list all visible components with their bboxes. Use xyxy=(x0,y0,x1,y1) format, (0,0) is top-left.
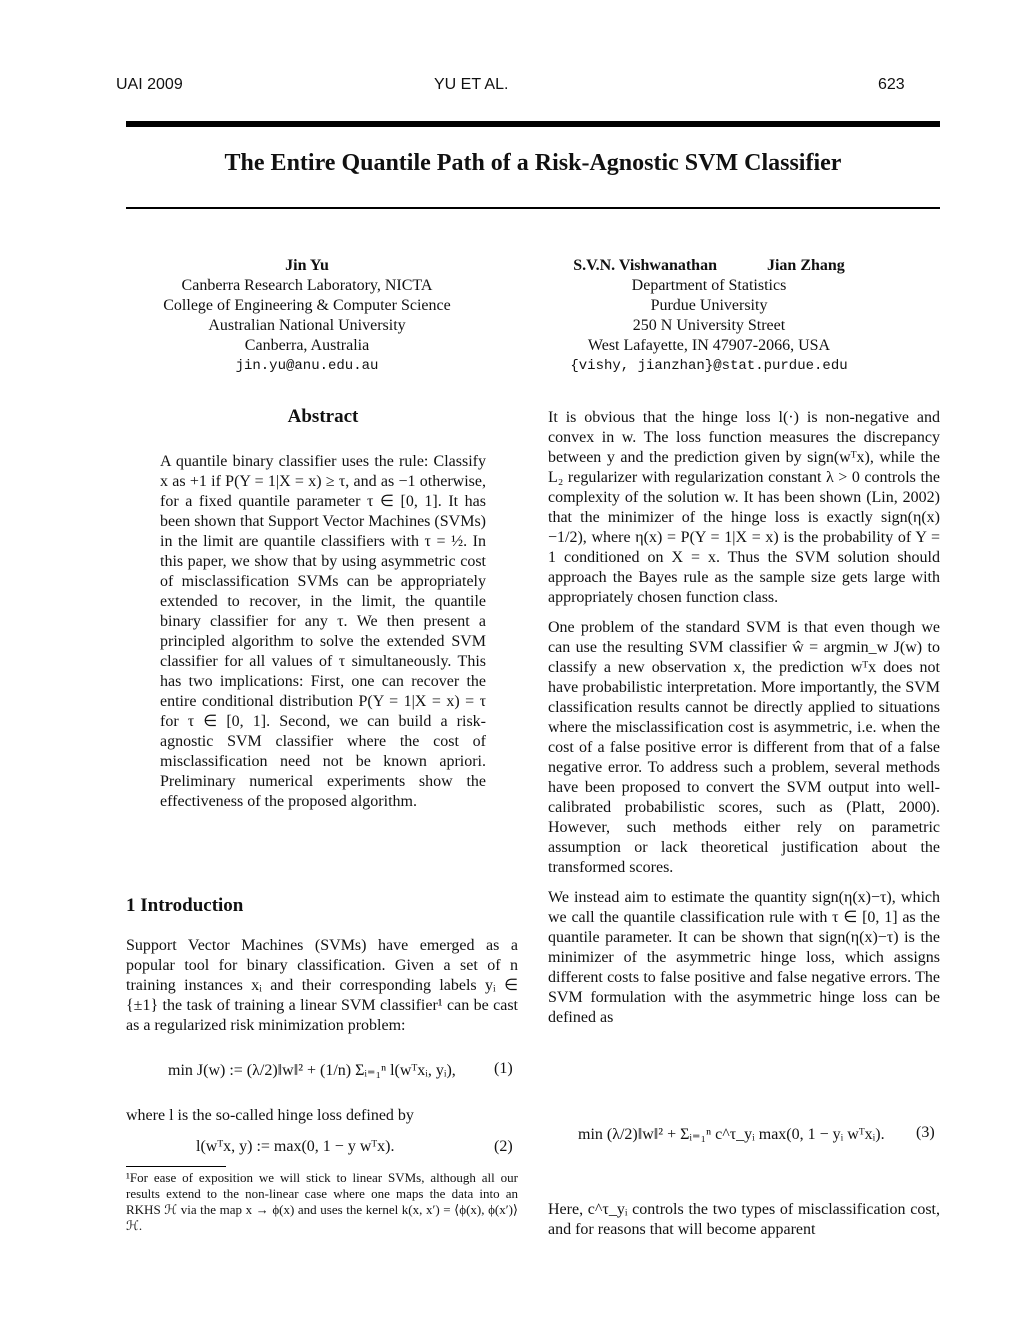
title-rule-top xyxy=(126,121,940,127)
running-header-authors: YU ET AL. xyxy=(434,76,509,93)
title-rule-bottom xyxy=(126,207,940,209)
intro-paragraph-2 xyxy=(126,1106,518,1136)
author-email[interactable]: {vishy, jianzhan}@stat.purdue.edu xyxy=(570,358,848,374)
paper-title: The Entire Quantile Path of a Risk-Agnostic SVM Classifier xyxy=(224,150,842,176)
equation-2: l(wᵀx, y) := max(0, 1 − y wᵀx). xyxy=(196,1138,395,1155)
affiliation-line: West Lafayette, IN 47907-2066, USA xyxy=(587,337,831,354)
equation-number-3: (3) xyxy=(916,1124,935,1141)
equation-number-2: (2) xyxy=(494,1138,513,1155)
footnote-rule xyxy=(126,1166,226,1167)
author-names xyxy=(500,256,918,276)
running-header-venue: UAI 2009 xyxy=(116,76,183,93)
paragraph: One problem of the standard SVM is that even though we can use the resulting SVM classifier ŵ = argmin_w J(w) to classify a new observation x, the prediction wᵀx does not have probabilistic interpretation. More importantly, the SVM classification results cannot be directly applied to situations where the misclassification cost is asymmetric, i.e. when the cost of a false positive error is different from that of a false negative error. To address such a problem, several methods have been proposed to convert the SVM output into well-calibrated probabilistic scores, such as (Platt, 2000). However, such methods either rely on parametric assumption or lack theoretical justification about the transformed scores. xyxy=(548,619,940,876)
right-column-text xyxy=(548,408,940,1038)
affiliation-line: Canberra Research Laboratory, NICTA xyxy=(181,277,433,294)
paragraph: Here, c^τ_yᵢ controls the two types of misclassification cost, and for reasons that will become apparent xyxy=(548,1201,940,1238)
author-name: S.V.N. Vishwanathan xyxy=(573,257,717,274)
paragraph: where l is the so-called hinge loss defined by xyxy=(126,1107,414,1124)
affiliation-line: College of Engineering & Computer Science xyxy=(163,297,451,314)
equation-1: min J(w) := (λ/2)‖w‖² + (1/n) Σᵢ₌₁ⁿ l(wᵀxᵢ, yᵢ), xyxy=(168,1062,456,1079)
equation-3: min (λ/2)‖w‖² + Σᵢ₌₁ⁿ c^τ_yᵢ max(0, 1 − yᵢ wᵀxᵢ). xyxy=(578,1126,885,1143)
affiliation-line: Purdue University xyxy=(650,297,768,314)
page-number: 623 xyxy=(878,76,905,93)
affiliation-line: Canberra, Australia xyxy=(244,337,370,354)
paragraph: We instead aim to estimate the quantity sign(η(x)−τ), which we call the quantile classification rule with τ ∈ [0, 1] as the quantile parameter. It can be shown that sign(η(x)−τ) is the minimizer of the asymmetric hinge loss, which assigns different costs to false positive and false negative errors. The SVM formulation with the asymmetric hinge loss can be defined as xyxy=(548,889,940,1026)
paragraph: It is obvious that the hinge loss l(·) is non-negative and convex in w. The loss function measures the discrepancy between y and the prediction given by sign(wᵀx), while the L₂ regularizer with regularization constant λ > 0 controls the complexity of the solution w. It has been shown (Lin, 2002) that the minimizer of the hinge loss is exactly sign(η(x)−1/2), where η(x) = P(Y = 1|X = x) is the probability of Y = 1 conditioned on X = x. Thus the SVM solution should approach the Bayes rule as the sample size gets large with appropriately chosen function class. xyxy=(548,409,940,606)
abstract-body xyxy=(160,452,486,822)
footnote-1: ¹For ease of exposition we will stick to linear SVMs, although all our results extend to the non-linear case where one maps the data into an RKHS ℋ via the map x → ϕ(x) and uses the kernel k(x, x′) = ⟨ϕ(x), ϕ(x′)⟩ℋ. xyxy=(126,1170,518,1233)
abstract-text: A quantile binary classifier uses the rule: Classify x as +1 if P(Y = 1|X = x) ≥ τ, and as −1 otherwise, for a fixed quantile parameter τ ∈ [0, 1]. It has been shown that Support Vector Machines (SVMs) in the limit are quantile classifiers with τ = ½. In this paper, we show that by using asymmetric cost of misclassification SVMs can be appropriately extended to recover, in the limit, the quantile binary classifier for any τ. We then present a principled algorithm to solve the extended SVM classifier for all values of τ simultaneously. This has two implications: First, one can recover the entire conditional distribution P(Y = 1|X = x) = τ for τ ∈ [0, 1]. Second, we can build a risk-agnostic SVM classifier where the cost of misclassification need not be known apriori. Preliminary numerical experiments show the effectiveness of the proposed algorithm. xyxy=(160,453,486,810)
affiliation-line: Department of Statistics xyxy=(631,277,787,294)
affiliation-line: 250 N University Street xyxy=(632,317,786,334)
paragraph: Support Vector Machines (SVMs) have emerged as a popular tool for binary classification. Given a set of n training instances xᵢ and their corresponding labels yᵢ ∈ {±1} the task of training a linear SVM classifier¹ can be cast as a regularized risk minimization problem: xyxy=(126,937,518,1034)
section-heading-introduction: 1 Introduction xyxy=(126,895,244,916)
equation-number-1: (1) xyxy=(494,1060,513,1077)
author-name: Jin Yu xyxy=(285,257,329,274)
author-email[interactable]: jin.yu@anu.edu.au xyxy=(235,358,379,374)
intro-paragraph-1 xyxy=(126,936,518,1046)
abstract-heading: Abstract xyxy=(287,406,359,427)
author-block-1 xyxy=(120,256,494,376)
right-column-final-paragraph xyxy=(548,1200,940,1250)
author-name: Jian Zhang xyxy=(766,257,845,274)
author-block-2 xyxy=(500,256,918,376)
affiliation-line: Australian National University xyxy=(208,317,406,334)
